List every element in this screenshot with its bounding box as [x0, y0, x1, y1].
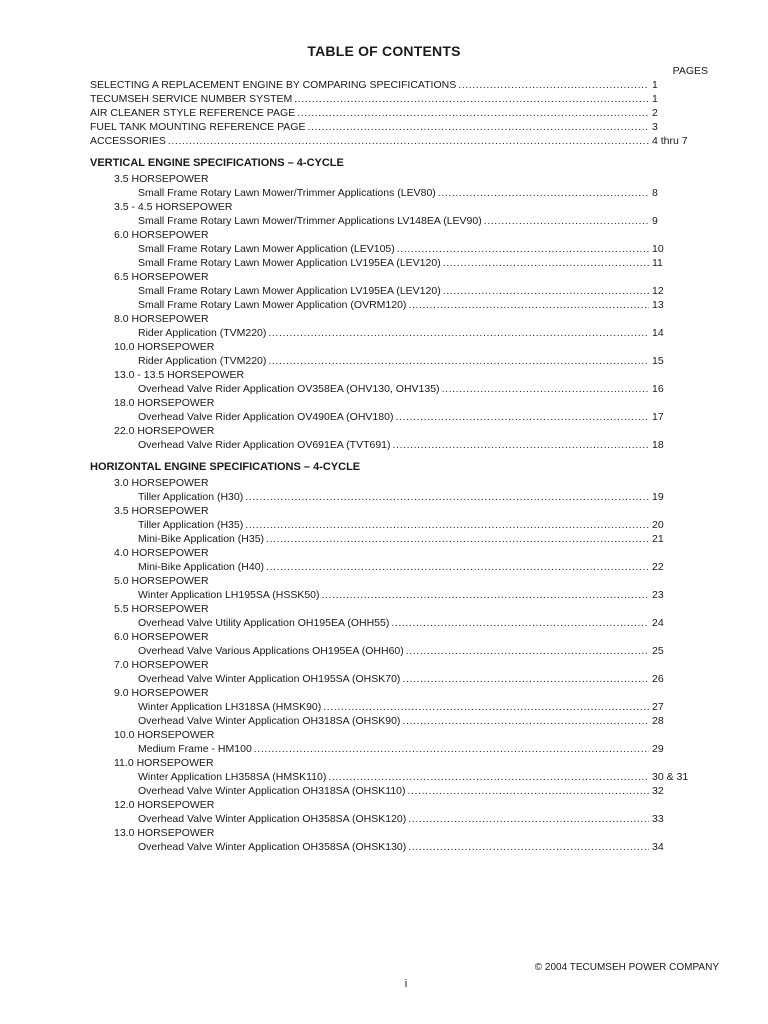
toc-entry-label: Winter Application LH318SA (HMSK90): [138, 700, 322, 713]
toc-entry[interactable]: [138, 532, 710, 546]
copyright-notice: © 2004 TECUMSEH POWER COMPANY: [534, 962, 719, 973]
horsepower-heading: 6.5 HORSEPOWER: [114, 270, 209, 283]
toc-entry-page: 23: [652, 588, 664, 601]
dot-leader: [323, 700, 649, 714]
toc-entry-page: 34: [652, 840, 664, 853]
dot-leader: [402, 672, 649, 686]
dot-leader: [268, 326, 649, 340]
toc-entry-page: 15: [652, 354, 664, 367]
toc-entry-page: 14: [652, 326, 664, 339]
toc-entry-label: SELECTING A REPLACEMENT ENGINE BY COMPARING SPECIFICATIONS: [90, 79, 457, 91]
toc-entry-label: Mini-Bike Application (H35): [138, 532, 265, 545]
dot-leader: [408, 812, 649, 826]
dot-leader: [458, 78, 649, 92]
toc-entry[interactable]: [138, 298, 710, 312]
toc-entry[interactable]: [138, 588, 710, 602]
horsepower-heading: 11.0 HORSEPOWER: [114, 756, 214, 769]
horsepower-heading: 3.5 HORSEPOWER: [114, 504, 209, 517]
toc-entry-page: 19: [652, 490, 664, 503]
dot-leader: [443, 284, 649, 298]
toc-entry-page: 11: [652, 256, 663, 269]
toc-entry-label: Small Frame Rotary Lawn Mower/Trimmer Applications (LEV80): [138, 186, 436, 199]
toc-entry-page: 8: [652, 186, 658, 199]
dot-leader: [297, 106, 649, 120]
toc-entry-page: 4 thru 7: [652, 135, 688, 147]
horsepower-heading: 3.5 HORSEPOWER: [114, 172, 209, 185]
dot-leader: [268, 354, 649, 368]
toc-entry-label: ACCESSORIES: [90, 135, 166, 147]
toc-entry[interactable]: [90, 120, 710, 134]
toc-entry[interactable]: [138, 410, 710, 424]
toc-entry-page: 3: [652, 121, 658, 133]
dot-leader: [408, 298, 649, 312]
toc-entry-page: 27: [652, 700, 664, 713]
horsepower-heading: 3.5 - 4.5 HORSEPOWER: [114, 200, 233, 213]
toc-entry[interactable]: [90, 78, 710, 92]
dot-leader: [397, 242, 649, 256]
section-heading: VERTICAL ENGINE SPECIFICATIONS – 4-CYCLE: [90, 157, 344, 169]
toc-entry[interactable]: [138, 518, 710, 532]
dot-leader: [307, 120, 649, 134]
horsepower-heading: 12.0 HORSEPOWER: [114, 798, 215, 811]
toc-entry[interactable]: [138, 438, 710, 452]
horsepower-heading: 13.0 - 13.5 HORSEPOWER: [114, 368, 245, 381]
toc-entry-label: Tiller Application (H30): [138, 490, 244, 503]
toc-entry-label: Small Frame Rotary Lawn Mower Application LV195EA (LEV120): [138, 256, 441, 269]
pages-column-header: PAGES: [672, 65, 708, 77]
page-number: i: [404, 978, 408, 990]
toc-entry-label: Overhead Valve Winter Application OH358SA (OHSK120): [138, 812, 407, 825]
toc-entry-page: 33: [652, 812, 664, 825]
toc-entry-label: Overhead Valve Winter Application OH358SA (OHSK130): [138, 840, 407, 853]
toc-entry-page: 10: [652, 242, 664, 255]
toc-entry-label: Rider Application (TVM220): [138, 326, 267, 339]
toc-entry[interactable]: [138, 490, 710, 504]
toc-entry[interactable]: [138, 560, 710, 574]
toc-entry-label: Mini-Bike Application (H40): [138, 560, 265, 573]
horsepower-heading: 7.0 HORSEPOWER: [114, 658, 209, 671]
toc-entry[interactable]: [138, 672, 710, 686]
toc-entry-page: 25: [652, 644, 664, 657]
horsepower-heading: 9.0 HORSEPOWER: [114, 686, 209, 699]
toc-entry[interactable]: [138, 354, 710, 368]
toc-entry-page: 32: [652, 784, 664, 797]
toc-entry[interactable]: [138, 700, 710, 714]
toc-entry[interactable]: [138, 616, 710, 630]
dot-leader: [266, 560, 649, 574]
toc-entry[interactable]: [138, 840, 710, 854]
toc-entry[interactable]: [138, 256, 710, 270]
section-heading: HORIZONTAL ENGINE SPECIFICATIONS – 4-CYCLE: [90, 461, 361, 473]
horsepower-heading: 18.0 HORSEPOWER: [114, 396, 215, 409]
toc-entry-label: Overhead Valve Winter Application OH318SA (OHSK90): [138, 714, 401, 727]
toc-entry[interactable]: [90, 134, 710, 148]
toc-entry[interactable]: [90, 106, 710, 120]
dot-leader: [391, 616, 649, 630]
toc-entry-page: 30 & 31: [652, 770, 689, 783]
toc-entry[interactable]: [138, 242, 710, 256]
horsepower-heading: 6.0 HORSEPOWER: [114, 630, 209, 643]
dot-leader: [484, 214, 649, 228]
toc-entry-page: 21: [652, 532, 664, 545]
toc-entry[interactable]: [138, 742, 710, 756]
toc-entry[interactable]: [138, 284, 710, 298]
dot-leader: [245, 518, 649, 532]
toc-entry-page: 9: [652, 214, 658, 227]
toc-entry[interactable]: [138, 186, 710, 200]
dot-leader: [443, 256, 649, 270]
toc-entry-label: Overhead Valve Winter Application OH318SA (OHSK110): [138, 784, 406, 797]
toc-entry-page: 16: [652, 382, 664, 395]
toc-entry-label: Tiller Application (H35): [138, 518, 244, 531]
horsepower-heading: 10.0 HORSEPOWER: [114, 340, 215, 353]
dot-leader: [406, 644, 649, 658]
toc-entry[interactable]: [138, 326, 710, 340]
toc-entry-label: Winter Application LH358SA (HMSK110): [138, 770, 327, 783]
page-title: TABLE OF CONTENTS: [307, 43, 461, 59]
toc-entry-label: Small Frame Rotary Lawn Mower Application (LEV105): [138, 242, 395, 255]
toc-entry-label: Winter Application LH195SA (HSSK50): [138, 588, 320, 601]
dot-leader: [408, 784, 650, 798]
toc-entry-label: Medium Frame - HM100: [138, 742, 252, 755]
dot-leader: [266, 532, 649, 546]
dot-leader: [322, 588, 649, 602]
dot-leader: [438, 186, 649, 200]
toc-entry-page: 22: [652, 560, 664, 573]
dot-leader: [402, 714, 649, 728]
toc-entry-label: Overhead Valve Winter Application OH195SA (OHSK70): [138, 672, 401, 685]
horsepower-heading: 3.0 HORSEPOWER: [114, 476, 209, 489]
toc-entry-page: 28: [652, 714, 664, 727]
toc-entry[interactable]: [138, 644, 710, 658]
horsepower-heading: 8.0 HORSEPOWER: [114, 312, 209, 325]
toc-entry[interactable]: [138, 812, 710, 826]
toc-entry-label: FUEL TANK MOUNTING REFERENCE PAGE: [90, 121, 306, 133]
toc-entry-label: AIR CLEANER STYLE REFERENCE PAGE: [90, 107, 296, 119]
dot-leader: [245, 490, 649, 504]
dot-leader: [254, 742, 649, 756]
toc-entry-label: Rider Application (TVM220): [138, 354, 267, 367]
toc-entry-page: 29: [652, 742, 664, 755]
toc-entry-page: 26: [652, 672, 664, 685]
toc-entry[interactable]: [138, 214, 710, 228]
toc-entry-label: Overhead Valve Utility Application OH195EA (OHH55): [138, 616, 390, 629]
toc-entry-page: 12: [652, 284, 664, 297]
horsepower-heading: 6.0 HORSEPOWER: [114, 228, 209, 241]
dot-leader: [168, 134, 649, 148]
toc-entry-label: Small Frame Rotary Lawn Mower Application (OVRM120): [138, 298, 407, 311]
toc-entry-page: 1: [652, 79, 658, 91]
dot-leader: [408, 840, 649, 854]
horsepower-heading: 13.0 HORSEPOWER: [114, 826, 215, 839]
toc-entry-label: Small Frame Rotary Lawn Mower Application LV195EA (LEV120): [138, 284, 441, 297]
dot-leader: [395, 410, 649, 424]
toc-entry-label: TECUMSEH SERVICE NUMBER SYSTEM: [90, 93, 293, 105]
toc-entry-page: 24: [652, 616, 664, 629]
toc-entry[interactable]: [138, 382, 710, 396]
toc-entry-page: 1: [652, 93, 658, 105]
toc-entry[interactable]: [138, 770, 710, 784]
toc-entry-label: Overhead Valve Rider Application OV490EA (OHV180): [138, 410, 394, 423]
dot-leader: [294, 92, 649, 106]
toc-entry-page: 18: [652, 438, 664, 451]
horsepower-heading: 5.0 HORSEPOWER: [114, 574, 209, 587]
horsepower-heading: 5.5 HORSEPOWER: [114, 602, 209, 615]
toc-entry-page: 13: [652, 298, 664, 311]
toc-entry[interactable]: [138, 714, 710, 728]
horsepower-heading: 4.0 HORSEPOWER: [114, 546, 209, 559]
dot-leader: [442, 382, 649, 396]
toc-entry-label: Overhead Valve Rider Application OV691EA (TVT691): [138, 438, 391, 451]
dot-leader: [328, 770, 649, 784]
horsepower-heading: 22.0 HORSEPOWER: [114, 424, 215, 437]
dot-leader: [393, 438, 649, 452]
toc-entry-label: Overhead Valve Various Applications OH195EA (OHH60): [138, 644, 404, 657]
toc-entry-page: 17: [652, 410, 664, 423]
toc-entry-page: 20: [652, 518, 664, 531]
horsepower-heading: 10.0 HORSEPOWER: [114, 728, 215, 741]
toc-entry[interactable]: [90, 92, 710, 106]
toc-entry-label: Small Frame Rotary Lawn Mower/Trimmer Applications LV148EA (LEV90): [138, 214, 482, 227]
toc-entry[interactable]: [138, 784, 710, 798]
toc-entry-page: 2: [652, 107, 658, 119]
toc-entry-label: Overhead Valve Rider Application OV358EA (OHV130, OHV135): [138, 382, 440, 395]
